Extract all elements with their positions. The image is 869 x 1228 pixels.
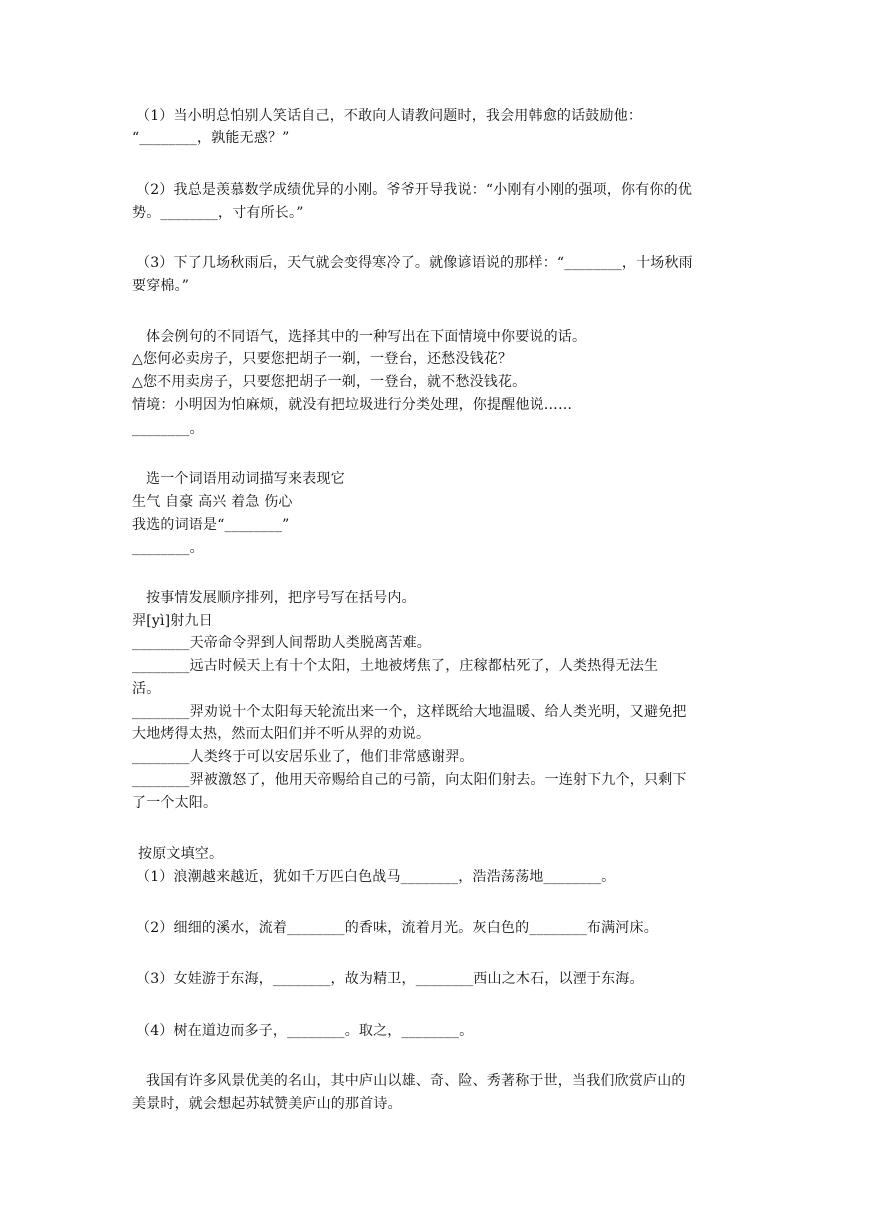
fill-item-4: （4）树在道边而多子，________。取之，________。 [136, 1023, 474, 1039]
verb-intro: 选一个词语用动词描写来表现它 [146, 471, 345, 487]
tone-intro: 体会例句的不同语气，选择其中的一种写出在下面情境中你要说的话。 [146, 329, 587, 345]
verb-answer-blank: ________。 [132, 540, 204, 556]
tone-answer-blank: ________。 [132, 421, 204, 437]
verb-chosen-word: 我选的词语是“________” [132, 517, 290, 533]
fill-item-1: （1）浪潮越来越近，犹如千万匹白色战马________，浩浩荡荡地________。 [136, 869, 616, 885]
verb-word-list: 生气 自豪 高兴 着急 伤心 [132, 494, 293, 510]
order-intro: 按事情发展顺序排列，把序号写在括号内。 [146, 590, 416, 606]
fill-intro: 按原文填空。 [138, 846, 224, 862]
lushan-line-2: 美景时，就会想起苏轼赞美庐山的那首诗。 [132, 1096, 402, 1112]
order-story-title: 羿[yì]射九日 [132, 613, 213, 629]
order-item-4: ________人类终于可以安居乐业了，他们非常感谢羿。 [132, 749, 474, 765]
fill-item-3: （3）女娃游于东海，________，故为精卫，________西山之木石，以湮于东海。 [136, 971, 644, 987]
tone-example-1: △您何必卖房子，只要您把胡子一剃，一登台，还愁没钱花？ [132, 351, 513, 367]
order-item-3-line-2: 大地烤得太热，然而太阳们并不听从羿的劝说。 [132, 726, 431, 742]
q3-line-1: （3）下了几场秋雨后，天气就会变得寒冷了。就像谚语说的那样：“________，十场秋雨 [136, 255, 693, 271]
q2-line-2: 势。________，寸有所长。” [132, 205, 304, 221]
order-item-2-line-2: 活。 [132, 681, 161, 697]
order-item-5-line-1: ________羿被激怒了，他用天帝赐给自己的弓箭，向太阳们射去。一连射下九个，只剩下 [132, 772, 687, 788]
order-item-1: ________天帝命令羿到人间帮助人类脱离苦难。 [132, 635, 431, 651]
order-item-5-line-2: 了一个太阳。 [132, 795, 218, 811]
tone-scene: 情境：小明因为怕麻烦，就没有把垃圾进行分类处理，你提醒他说…… [132, 397, 573, 413]
order-item-2-line-1: ________远古时候天上有十个太阳，土地被烤焦了，庄稼都枯死了，人类热得无法生 [132, 658, 659, 674]
fill-item-2: （2）细细的溪水，流着________的香味，流着月光。灰白色的________布满河床。 [136, 920, 658, 936]
tone-example-2: △您不用卖房子，只要您把胡子一剃，一登台，就不愁没钱花。 [132, 374, 527, 390]
q2-line-1: （2）我总是羡慕数学成绩优异的小刚。爷爷开导我说：“小刚有小刚的强项，你有你的优 [136, 182, 693, 198]
q1-line-2: “________，孰能无惑？” [132, 130, 290, 146]
q3-line-2: 要穿棉。” [132, 278, 190, 294]
q1-line-1: （1）当小明总怕别人笑话自己，不敢向人请教问题时，我会用韩愈的话鼓励他： [136, 108, 643, 124]
lushan-line-1: 我国有许多风景优美的名山，其中庐山以雄、奇、险、秀著称于世，当我们欣赏庐山的 [146, 1073, 686, 1089]
order-item-3-line-1: ________羿劝说十个太阳每天轮流出来一个，这样既给大地温暖、给人类光明，又避免把 [132, 704, 687, 720]
